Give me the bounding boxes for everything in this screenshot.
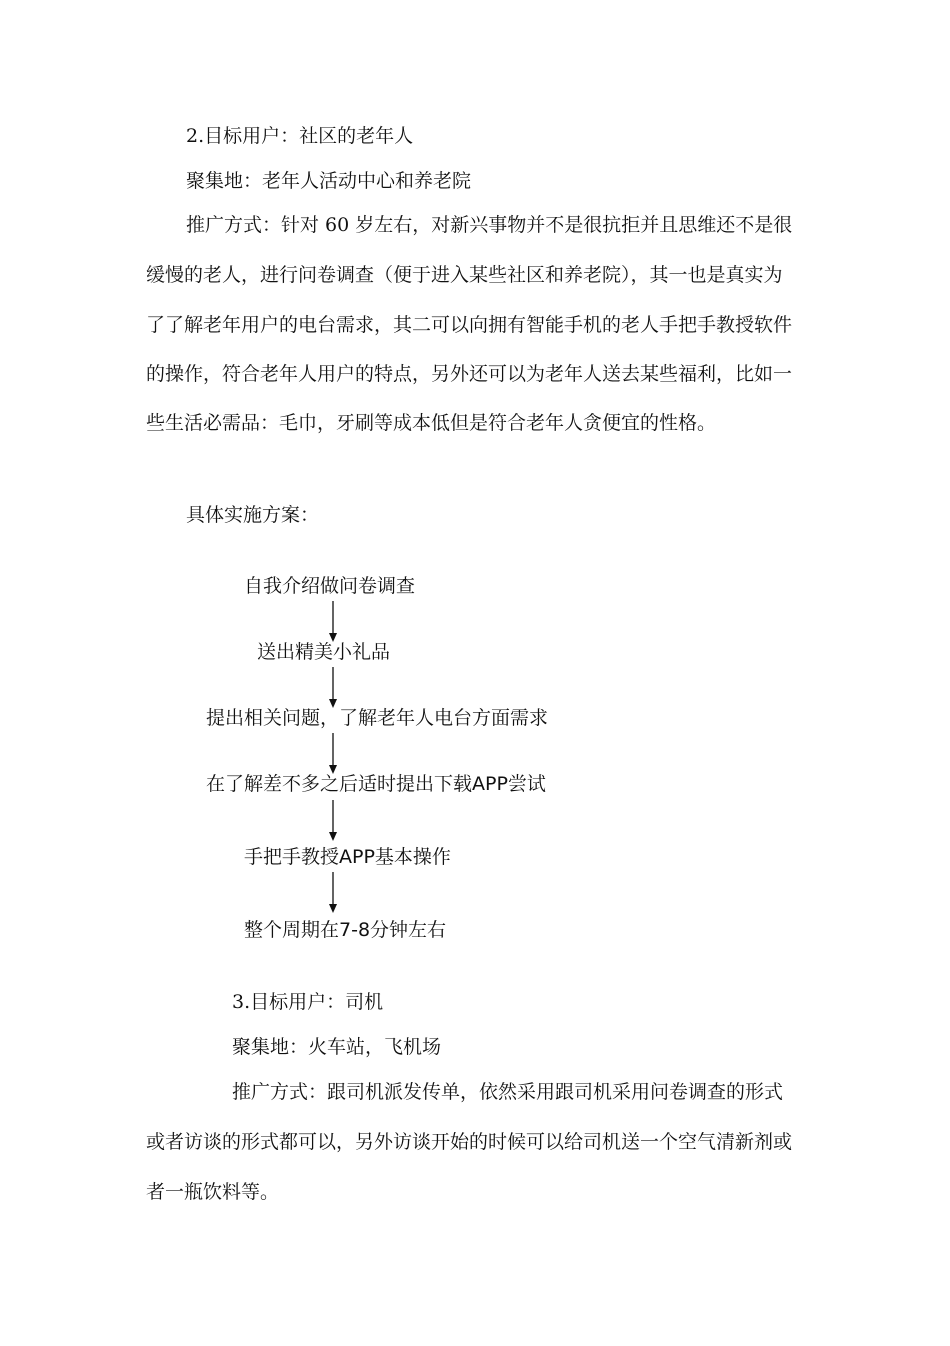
down-arrow-icon <box>327 667 339 709</box>
section2-promotion-line: 些生活必需品：毛巾，牙刷等成本低但是符合老年人贪便宜的性格。 <box>146 412 717 434</box>
section3-gathering-place: 聚集地：火车站，飞机场 <box>232 1036 442 1058</box>
down-arrow-icon <box>327 601 339 643</box>
down-arrow-icon <box>327 872 339 914</box>
section2-target-user: 2.目标用户：社区的老年人 <box>186 125 414 147</box>
section2-promotion-line: 了了解老年用户的电台需求，其二可以向拥有智能手机的老人手把手教授软件 <box>146 314 793 336</box>
flow-step: 自我介绍做问卷调查 <box>244 575 416 597</box>
plan-heading: 具体实施方案： <box>186 504 320 526</box>
section2-gathering-place: 聚集地：老年人活动中心和养老院 <box>186 170 472 192</box>
flow-step: 手把手教授APP基本操作 <box>244 846 451 868</box>
flow-step: 送出精美小礼品 <box>257 641 391 663</box>
down-arrow-icon <box>327 733 339 775</box>
section2-promotion-line: 的操作，符合老年人用户的特点，另外还可以为老年人送去某些福利，比如一 <box>146 363 793 385</box>
flow-step: 提出相关问题，了解老年人电台方面需求 <box>206 707 549 729</box>
section2-promotion-line: 推广方式：针对 60 岁左右，对新兴事物并不是很抗拒并且思维还不是很 <box>186 214 793 236</box>
section3-target-user: 3.目标用户：司机 <box>232 991 384 1013</box>
flow-step: 整个周期在7-8分钟左右 <box>244 919 447 941</box>
section2-promotion-line: 缓慢的老人，进行问卷调查（便于进入某些社区和养老院），其一也是真实为 <box>146 264 783 286</box>
flow-step: 在了解差不多之后适时提出下载APP尝试 <box>206 773 546 795</box>
down-arrow-icon <box>327 800 339 842</box>
section3-promotion-line: 或者访谈的形式都可以，另外访谈开始的时候可以给司机送一个空气清新剂或 <box>146 1131 793 1153</box>
section3-promotion-line: 者一瓶饮料等。 <box>146 1181 280 1203</box>
section3-promotion-line: 推广方式：跟司机派发传单，依然采用跟司机采用问卷调查的形式 <box>232 1081 784 1103</box>
